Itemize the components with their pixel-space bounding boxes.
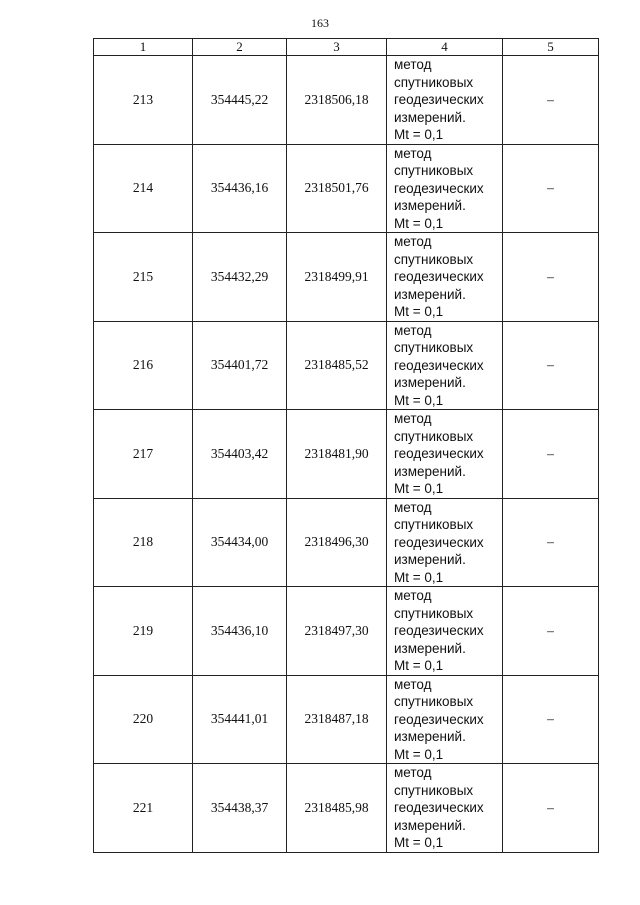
method-text-line: метод bbox=[394, 411, 432, 426]
note-cell: – bbox=[503, 233, 599, 322]
point-number-cell: 221 bbox=[94, 764, 193, 853]
method-text-line: измерений. bbox=[394, 817, 466, 833]
method-text-line: метод bbox=[394, 322, 432, 338]
method-text-line: спутниковых bbox=[394, 517, 474, 532]
x-coordinate-cell: 354434,00 bbox=[193, 498, 287, 587]
method-text-line: Mt = 0,1 bbox=[394, 835, 444, 850]
point-number-cell: 214 bbox=[94, 144, 193, 233]
method-text-line: спутниковых bbox=[394, 605, 474, 621]
point-number-cell: 216 bbox=[94, 321, 193, 410]
method-text-line: спутниковых bbox=[394, 251, 474, 267]
header-col-2: 2 bbox=[193, 39, 287, 56]
method-text-line: измерений. bbox=[394, 729, 466, 744]
method-text-line: измерений. bbox=[394, 552, 466, 567]
method-text-line: геодезических bbox=[394, 623, 484, 638]
y-coordinate-cell: 2318485,52 bbox=[287, 321, 387, 410]
method-text-line: геодезических bbox=[394, 269, 484, 284]
header-col-1: 1 bbox=[94, 39, 193, 56]
method-text-line: Mt = 0,1 bbox=[394, 304, 444, 319]
y-coordinate-cell: 2318499,91 bbox=[287, 233, 387, 322]
method-text-line: метод bbox=[394, 145, 432, 161]
header-col-4: 4 bbox=[387, 39, 503, 56]
method-text-line: спутниковых bbox=[394, 428, 474, 444]
y-coordinate-cell: 2318481,90 bbox=[287, 410, 387, 499]
method-text-line: геодезических bbox=[394, 800, 484, 815]
table-row bbox=[94, 321, 599, 410]
point-number-cell: 213 bbox=[94, 56, 193, 145]
table-body bbox=[94, 56, 599, 853]
method-text-line: измерений. bbox=[394, 463, 466, 479]
y-coordinate-cell: 2318496,30 bbox=[287, 498, 387, 587]
method-text-line: геодезических bbox=[394, 180, 484, 196]
method-text-line: метод bbox=[394, 765, 432, 780]
method-text-line: метод bbox=[394, 676, 432, 692]
method-text-line: Mt = 0,1 bbox=[394, 215, 444, 231]
method-cell bbox=[387, 675, 503, 764]
method-cell bbox=[387, 764, 503, 853]
method-text-line: спутниковых bbox=[394, 74, 474, 90]
method-text-line: измерений. bbox=[394, 109, 466, 125]
note-cell: – bbox=[503, 498, 599, 587]
x-coordinate-cell: 354445,22 bbox=[193, 56, 287, 145]
method-text-line: спутниковых bbox=[394, 340, 474, 355]
method-text-line: Mt = 0,1 bbox=[394, 658, 444, 673]
table-row bbox=[94, 764, 599, 853]
x-coordinate-cell: 354436,10 bbox=[193, 587, 287, 676]
page-number: 163 bbox=[311, 16, 329, 30]
y-coordinate-cell: 2318485,98 bbox=[287, 764, 387, 853]
method-cell bbox=[387, 587, 503, 676]
note-cell: – bbox=[503, 144, 599, 233]
method-text-line: геодезических bbox=[394, 357, 484, 373]
table-row bbox=[94, 56, 599, 145]
point-number-cell: 218 bbox=[94, 498, 193, 587]
x-coordinate-cell: 354441,01 bbox=[193, 675, 287, 764]
note-cell: – bbox=[503, 675, 599, 764]
table-row bbox=[94, 587, 599, 676]
table-row bbox=[94, 233, 599, 322]
x-coordinate-cell: 354432,29 bbox=[193, 233, 287, 322]
method-text-line: Mt = 0,1 bbox=[394, 481, 444, 496]
note-cell: – bbox=[503, 56, 599, 145]
x-coordinate-cell: 354403,42 bbox=[193, 410, 287, 499]
y-coordinate-cell: 2318487,18 bbox=[287, 675, 387, 764]
method-text-line: геодезических bbox=[394, 446, 484, 461]
method-cell bbox=[387, 144, 503, 233]
y-coordinate-cell: 2318501,76 bbox=[287, 144, 387, 233]
method-cell bbox=[387, 56, 503, 145]
point-number-cell: 215 bbox=[94, 233, 193, 322]
y-coordinate-cell: 2318506,18 bbox=[287, 56, 387, 145]
method-text-line: измерений. bbox=[394, 375, 466, 390]
method-text-line: геодезических bbox=[394, 534, 484, 550]
table-row bbox=[94, 498, 599, 587]
method-text-line: измерений. bbox=[394, 286, 466, 302]
method-text-line: спутниковых bbox=[394, 782, 474, 798]
method-cell bbox=[387, 410, 503, 499]
table-row bbox=[94, 144, 599, 233]
method-text-line: Mt = 0,1 bbox=[394, 392, 444, 408]
table-row bbox=[94, 675, 599, 764]
note-cell: – bbox=[503, 321, 599, 410]
method-text-line: Mt = 0,1 bbox=[394, 569, 444, 585]
x-coordinate-cell: 354436,16 bbox=[193, 144, 287, 233]
method-text-line: метод bbox=[394, 234, 432, 249]
point-number-cell: 219 bbox=[94, 587, 193, 676]
method-text-line: измерений. bbox=[394, 198, 466, 213]
method-text-line: спутниковых bbox=[394, 163, 474, 178]
header-col-5: 5 bbox=[503, 39, 599, 56]
method-cell bbox=[387, 321, 503, 410]
method-text-line: метод bbox=[394, 588, 432, 603]
method-text-line: спутниковых bbox=[394, 694, 474, 709]
note-cell: – bbox=[503, 764, 599, 853]
header-row bbox=[94, 39, 599, 56]
method-text-line: геодезических bbox=[394, 92, 484, 107]
method-text-line: геодезических bbox=[394, 711, 484, 727]
x-coordinate-cell: 354401,72 bbox=[193, 321, 287, 410]
x-coordinate-cell: 354438,37 bbox=[193, 764, 287, 853]
method-text-line: метод bbox=[394, 57, 432, 72]
coordinates-table bbox=[93, 38, 599, 853]
method-cell bbox=[387, 498, 503, 587]
note-cell: – bbox=[503, 410, 599, 499]
method-text-line: Mt = 0,1 bbox=[394, 746, 444, 762]
point-number-cell: 217 bbox=[94, 410, 193, 499]
method-text-line: метод bbox=[394, 499, 432, 515]
method-cell bbox=[387, 233, 503, 322]
point-number-cell: 220 bbox=[94, 675, 193, 764]
method-text-line: Mt = 0,1 bbox=[394, 127, 444, 142]
method-text-line: измерений. bbox=[394, 640, 466, 656]
header-col-3: 3 bbox=[287, 39, 387, 56]
y-coordinate-cell: 2318497,30 bbox=[287, 587, 387, 676]
note-cell: – bbox=[503, 587, 599, 676]
table-row bbox=[94, 410, 599, 499]
table-header bbox=[94, 39, 599, 56]
